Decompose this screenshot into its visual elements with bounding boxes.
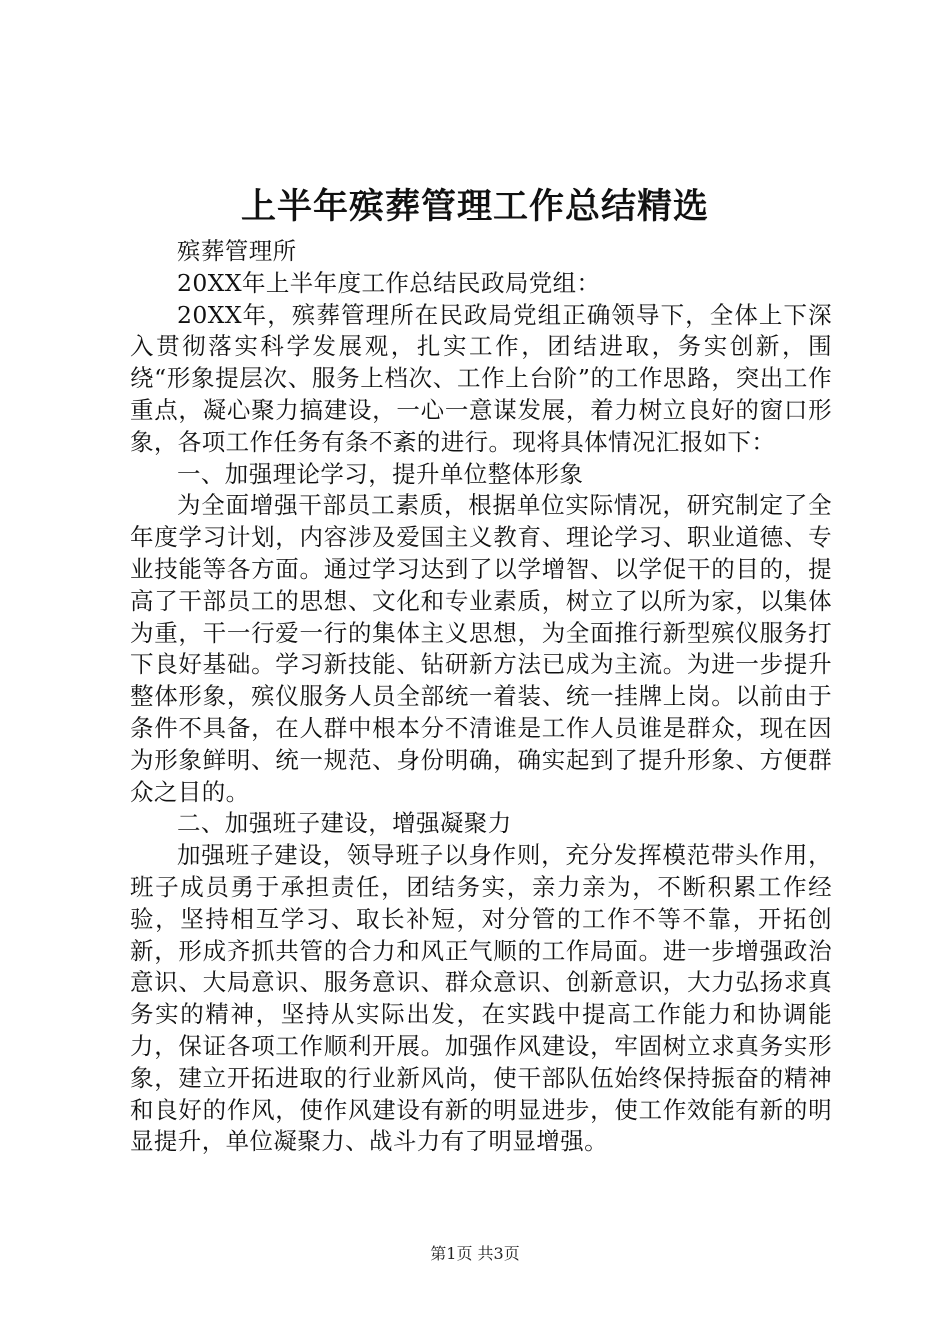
section-heading-1: 一、加强理论学习，提升单位整体形象 bbox=[177, 459, 584, 488]
paragraph-report-heading: 20XX年上半年度工作总结民政局党组： bbox=[177, 268, 601, 297]
page-number-footer: 第1页 共3页 bbox=[430, 1244, 520, 1263]
paragraph-organization: 殡葬管理所 bbox=[177, 237, 297, 265]
section-heading-2: 二、加强班子建设，增强凝聚力 bbox=[177, 809, 512, 838]
document-body bbox=[130, 236, 832, 1158]
paragraph-section-2: 加强班子建设，领导班子以身作则，充分发挥模范带头作用，班子成员勇于承担责任，团结务实，亲力亲为，不断积累工作经验，坚持相互学习、取长补短，对分管的工作不等不靠，开拓创新，形成齐抓共管的合力和风正气顺的工作局面。进一步增强政治意识、大局意识、服务意识、群众意识、创新意识，大力弘扬求真务实的精神，坚持从实际出发，在实践中提高工作能力和协调能力，保证各项工作顺利开展。加强作风建设，牢固树立求真务实形象，建立开拓进取的行业新风尚，使干部队伍始终保持振奋的精神和良好的作风，使作风建设有新的明显进步，使工作效能有新的明显提升，单位凝聚力、战斗力有了明显增强。 bbox=[130, 841, 832, 1156]
paragraph-section-1: 为全面增强干部员工素质，根据单位实际情况，研究制定了全年度学习计划，内容涉及爱国主义教育、理论学习、职业道德、专业技能等各方面。通过学习达到了以学增智、以学促干的目的，提高了干部员工的思想、文化和专业素质，树立了以所为家，以集体为重，干一行爱一行的集体主义思想，为全面推行新型殡仪服务打下良好基础。学习新技能、钻研新方法已成为主流。为进一步提升整体形象，殡仪服务人员全部统一着装、统一挂牌上岗。以前由于条件不具备，在人群中根本分不清谁是工作人员谁是群众，现在因为形象鲜明、统一规范、身份明确，确实起到了提升形象、方便群众之目的。 bbox=[130, 491, 832, 806]
paragraph-introduction: 20XX年，殡葬管理所在民政局党组正确领导下，全体上下深入贯彻落实科学发展观，扎实工作，团结进取，务实创新，围绕“形象提层次、服务上档次、工作上台阶”的工作思路，突出工作重点，凝心聚力搞建设，一心一意谋发展，着力树立良好的窗口形象，各项工作任务有条不紊的进行。现将具体情况汇报如下： bbox=[130, 300, 832, 456]
document-title: 上半年殡葬管理工作总结精选 bbox=[240, 187, 709, 227]
